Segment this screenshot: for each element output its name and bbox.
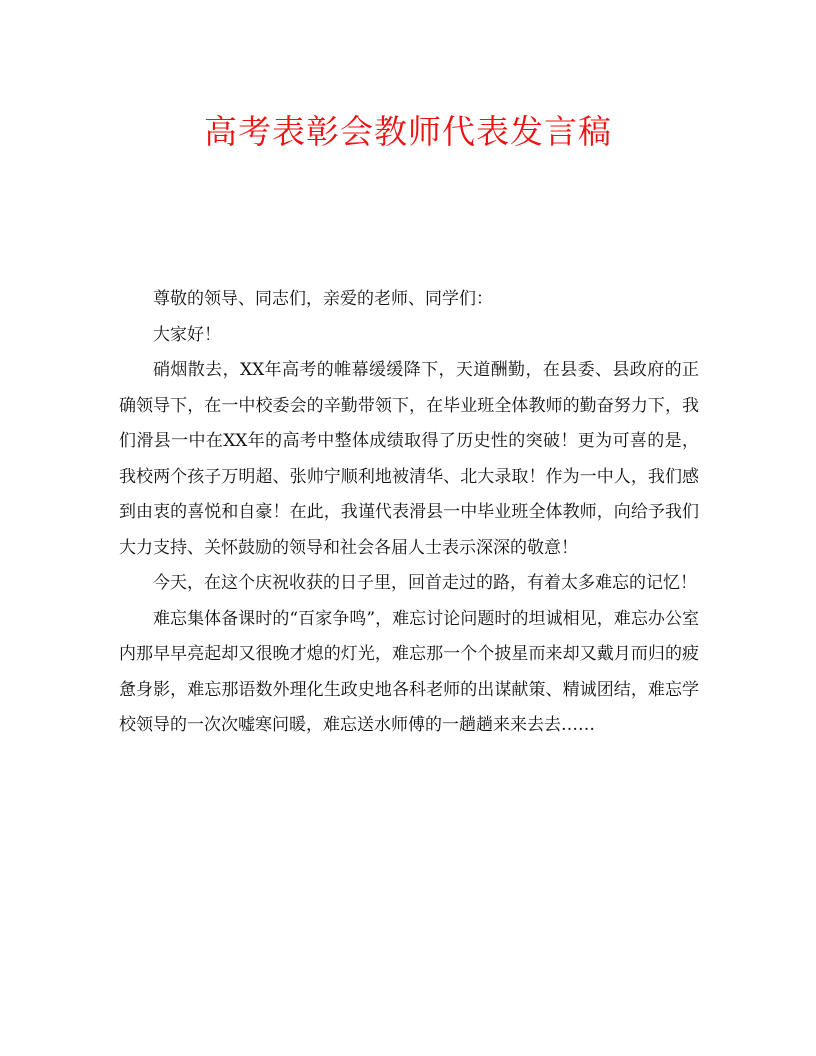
- paragraph-greeting: 大家好！: [153, 324, 221, 345]
- document-title: 高考表彰会教师代表发言稿: [204, 112, 612, 151]
- paragraph-achievement: 硝烟散去，XX年高考的帷幕缓缓降下，天道酬勤，在县委、县政府的正确领导下，在一中校委会的辛勤带领下，在毕业班全体教师的勤奋努力下，我们滑县一中在XX年的高考中整体成绩取得了历史性的突破！更为可喜的是，我校两个孩子万明超、张帅宁顺利地被清华、北大录取！作为一中人，我们感到由衷的喜悦和自豪！在此，我谨代表滑县一中毕业班全体教师，向给予我们大力支持、关怀鼓励的领导和社会各届人士表示深深的敬意！: [119, 360, 699, 558]
- paragraph-reflection: 今天，在这个庆祝收获的日子里，回首走过的路，有着太多难忘的记忆！: [153, 573, 697, 593]
- document-body: [119, 282, 699, 744]
- paragraph-salutation: 尊敬的领导、同志们，亲爱的老师、同学们：: [153, 289, 493, 309]
- paragraph-memories: 难忘集体备课时的“百家争鸣”，难忘讨论问题时的坦诚相见，难忘办公室内那早早亮起却又很晚才熄的灯光，难忘那一个个披星而来却又戴月而归的疲惫身影，难忘那语数外理化生政史地各科老师的出谋献策、精诚团结，难忘学校领导的一次次嘘寒问暖，难忘送水师傅的一趟趟来来去去……: [119, 608, 699, 735]
